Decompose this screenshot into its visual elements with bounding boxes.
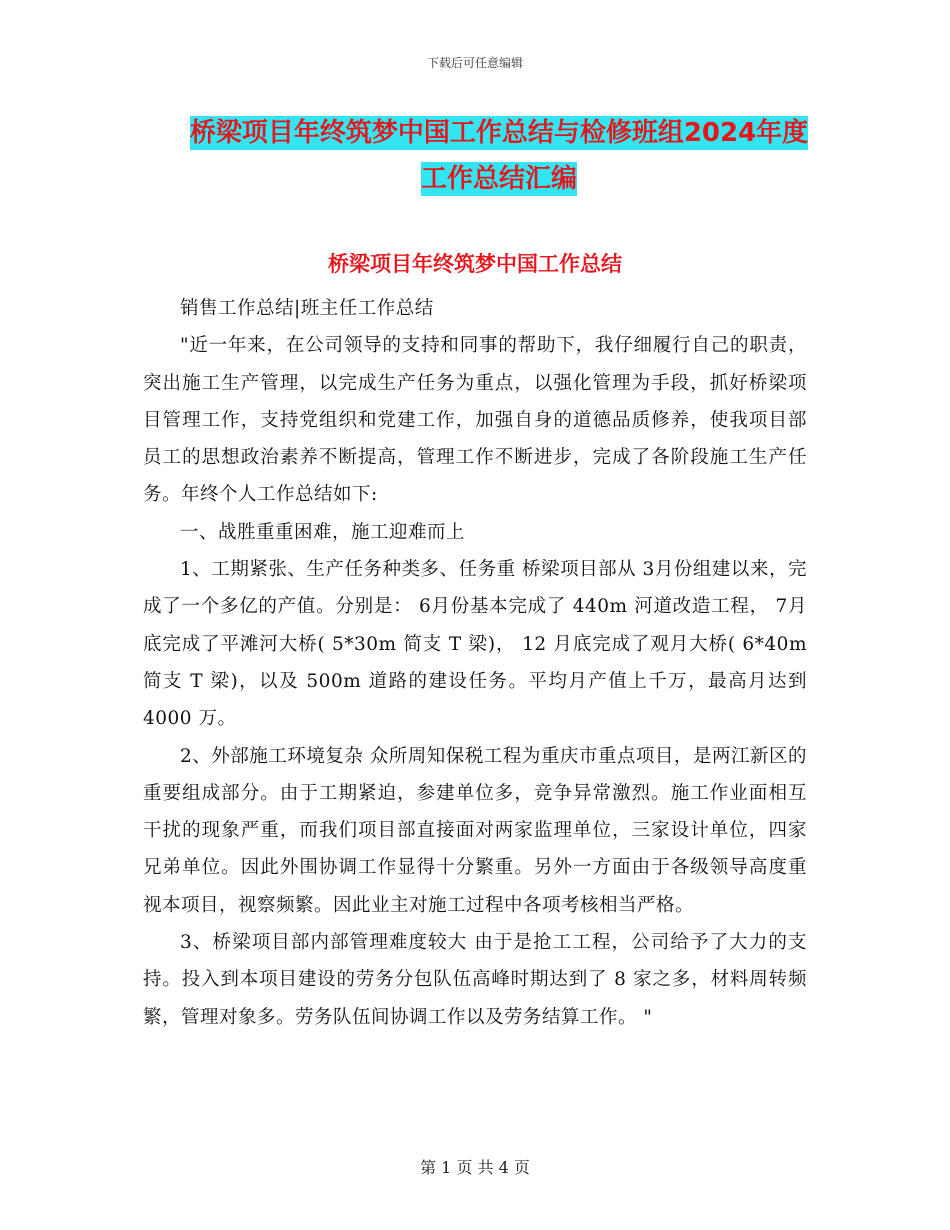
body-paragraph: "近一年来，在公司领导的支持和同事的帮助下，我仔细履行自己的职责，突出施工生产管理，以完成生产任务为重点，以强化管理为手段，抓好桥梁项目管理工作，支持党组织和党建工作，加强自身的道德品质修养，使我项目部员工的思想政治素养不断提高，管理工作不断进步，完成了各阶段施工生产任务。年终个人工作总结如下:: [143, 335, 807, 506]
page-number: 第 1 页 共 4 页: [420, 1158, 530, 1177]
document-title-line-2: 工作总结汇编: [420, 164, 577, 194]
body-paragraph: 3、桥梁项目部内部管理难度较大 由于是抢工工程，公司给予了大力的支持。投入到本项目建设的劳务分包队伍高峰时期达到了 8 家之多，材料周转频繁，管理对象多。劳务队伍间协调工作以及劳务结算工作。 ": [143, 932, 807, 1028]
page-header-note: 下载后可任意编辑: [426, 56, 523, 70]
section-title: 桥梁项目年终筑梦中国工作总结: [328, 252, 622, 276]
body-paragraph: 2、外部施工环境复杂 众所周知保税工程为重庆市重点项目，是两江新区的重要组成部分。由于工期紧迫，参建单位多，竞争异常激烈。施工作业面相互干扰的现象严重，而我们项目部直接面对两家监理单位，三家设计单位，四家兄弟单位。因此外围协调工作显得十分繁重。另外一方面由于各级领导高度重视本项目，视察频繁。因此业主对施工过程中各项考核相当严格。: [143, 745, 807, 916]
body-paragraph: 销售工作总结|班主任工作总结: [180, 298, 434, 319]
body-paragraph-heading: 一、战胜重重困难，施工迎难而上: [180, 521, 466, 543]
document-body: [143, 290, 807, 1036]
document-title: [140, 110, 858, 202]
body-paragraph: 1、工期紧张、生产任务种类多、任务重 桥梁项目部从 3月份组建以来，完成了一个多亿的产值。分别是： 6月份基本完成了 440m 河道改造工程， 7月底完成了平滩河大桥( 5*30m 简支 T 梁)， 12 月底完成了观月大桥( 6*40m 简支 T 梁)，以及 500m 道路的建设任务。平均月产值上千万，最高月达到 4000 万。: [143, 559, 807, 730]
document-title-line-1: 桥梁项目年终筑梦中国工作总结与检修班组2024年度: [189, 118, 809, 148]
